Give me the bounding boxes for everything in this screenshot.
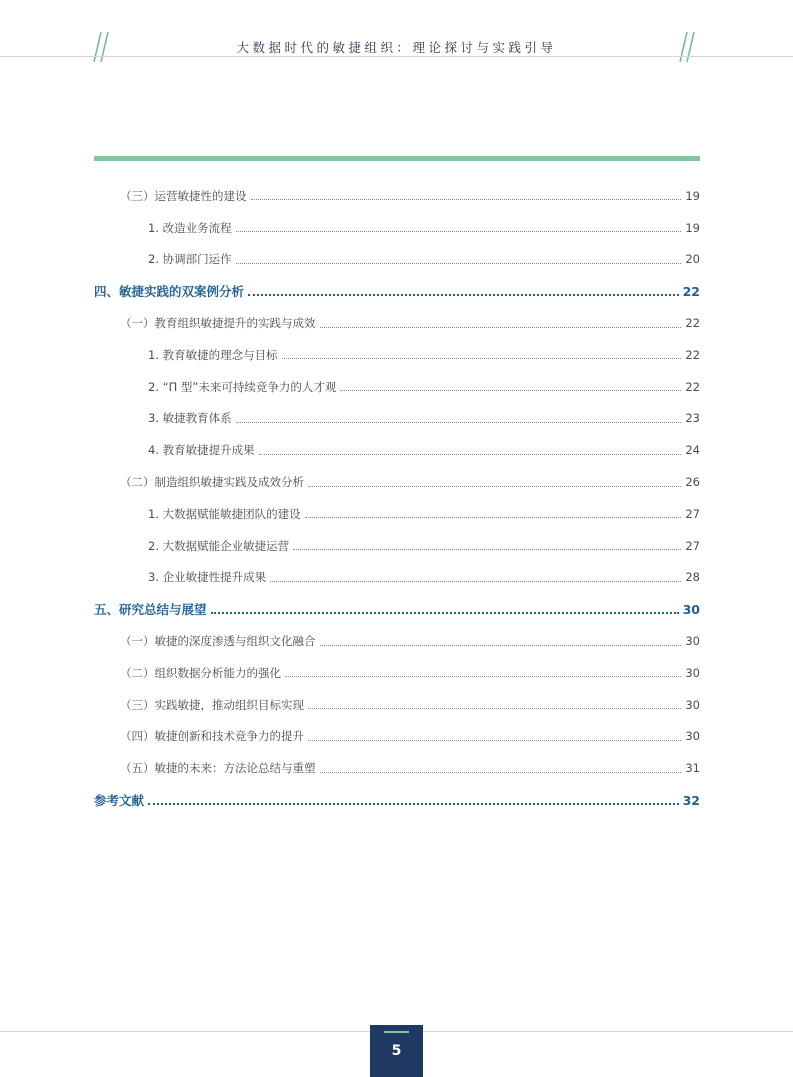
toc-entry-label: 参考文献 xyxy=(94,793,145,809)
toc-entry-page: 24 xyxy=(685,443,700,458)
toc-entry-label: 1. 大数据赋能敏捷团队的建设 xyxy=(148,506,301,521)
toc-entry[interactable] xyxy=(94,530,700,562)
toc-leader-dots xyxy=(340,390,681,391)
toc-entry-page: 22 xyxy=(682,283,700,299)
toc-entry-label: （三）实践敏捷，推动组织目标实现 xyxy=(120,697,304,712)
toc-entry-page: 28 xyxy=(685,570,700,585)
toc-entry[interactable] xyxy=(94,434,700,466)
footer-divider-left xyxy=(0,1031,370,1032)
toc-entry-page: 27 xyxy=(685,506,700,521)
toc-leader-dots xyxy=(270,581,681,582)
accent-bar xyxy=(94,156,700,161)
toc-entry[interactable] xyxy=(94,593,700,625)
header-title: 大数据时代的敏捷组织：理论探讨与实践引导 xyxy=(236,40,557,55)
table-of-contents xyxy=(94,180,700,816)
toc-leader-dots xyxy=(308,486,681,487)
toc-leader-dots xyxy=(320,327,682,328)
toc-entry-page: 30 xyxy=(685,729,700,744)
toc-entry-page: 27 xyxy=(685,538,700,553)
toc-leader-dots xyxy=(236,231,682,232)
toc-entry[interactable] xyxy=(94,180,700,212)
toc-entry[interactable] xyxy=(94,784,700,816)
toc-entry-page: 22 xyxy=(685,347,700,362)
toc-entry-page: 23 xyxy=(685,411,700,426)
toc-entry-label: 1. 改造业务流程 xyxy=(148,220,232,235)
toc-entry-page: 20 xyxy=(685,252,700,267)
toc-entry[interactable] xyxy=(94,275,700,307)
header-divider xyxy=(0,56,793,57)
toc-leader-dots xyxy=(236,263,682,264)
toc-leader-dots xyxy=(282,358,682,359)
toc-leader-dots xyxy=(251,199,682,200)
toc-entry[interactable] xyxy=(94,562,700,594)
toc-entry[interactable] xyxy=(94,625,700,657)
toc-entry-label: （四）敏捷创新和技术竞争力的提升 xyxy=(120,729,304,744)
toc-entry-label: 2. 协调部门运作 xyxy=(148,252,232,267)
toc-entry-page: 22 xyxy=(685,379,700,394)
toc-entry[interactable] xyxy=(94,339,700,371)
toc-entry[interactable] xyxy=(94,498,700,530)
toc-leader-dots xyxy=(320,645,682,646)
toc-entry-label: 3. 企业敏捷性提升成果 xyxy=(148,570,267,585)
toc-entry-label: （二）组织数据分析能力的强化 xyxy=(120,665,281,680)
toc-entry-label: （二）制造组织敏捷实践及成效分析 xyxy=(120,475,304,490)
toc-entry-label: 1. 教育敏捷的理念与目标 xyxy=(148,347,278,362)
toc-leader-dots xyxy=(308,740,681,741)
toc-entry-page: 22 xyxy=(685,316,700,331)
toc-entry-label: 4. 教育敏捷提升成果 xyxy=(148,443,255,458)
toc-entry-page: 30 xyxy=(685,634,700,649)
toc-entry[interactable] xyxy=(94,657,700,689)
toc-entry[interactable] xyxy=(94,466,700,498)
toc-entry-label: 2. 大数据赋能企业敏捷运营 xyxy=(148,538,290,553)
toc-entry-label: 2. “Π 型”未来可持续竞争力的人才观 xyxy=(148,379,337,394)
toc-entry-label: （五）敏捷的未来：方法论总结与重塑 xyxy=(120,761,316,776)
toc-leader-dots xyxy=(320,772,682,773)
toc-leader-dots xyxy=(308,708,681,709)
toc-leader-dots xyxy=(305,517,682,518)
header-slash-right-icon xyxy=(678,30,702,64)
toc-entry[interactable] xyxy=(94,689,700,721)
toc-entry-page: 32 xyxy=(682,792,700,808)
toc-leader-dots xyxy=(148,803,679,805)
toc-leader-dots xyxy=(285,676,681,677)
page-number: 5 xyxy=(391,1043,402,1059)
toc-entry[interactable] xyxy=(94,212,700,244)
footer-divider-right xyxy=(423,1031,793,1032)
page-number-box xyxy=(370,1025,423,1077)
toc-entry[interactable] xyxy=(94,752,700,784)
toc-entry-page: 30 xyxy=(682,601,700,617)
toc-entry-page: 30 xyxy=(685,665,700,680)
toc-entry-page: 31 xyxy=(685,761,700,776)
toc-entry[interactable] xyxy=(94,721,700,753)
toc-entry-label: （一）敏捷的深度渗透与组织文化融合 xyxy=(120,634,316,649)
toc-leader-dots xyxy=(236,422,682,423)
toc-entry[interactable] xyxy=(94,371,700,403)
toc-entry-page: 19 xyxy=(685,220,700,235)
toc-leader-dots xyxy=(293,549,681,550)
toc-entry-label: 四、敏捷实践的双案例分析 xyxy=(94,284,245,300)
toc-entry-page: 26 xyxy=(685,475,700,490)
toc-entry[interactable] xyxy=(94,403,700,435)
toc-leader-dots xyxy=(248,294,679,296)
toc-entry-label: （一）教育组织敏捷提升的实践与成效 xyxy=(120,316,316,331)
toc-entry-page: 19 xyxy=(685,188,700,203)
page-number-accent xyxy=(384,1031,409,1033)
toc-entry-page: 30 xyxy=(685,697,700,712)
toc-leader-dots xyxy=(259,454,682,455)
toc-entry-label: （三）运营敏捷性的建设 xyxy=(120,188,247,203)
toc-entry[interactable] xyxy=(94,244,700,276)
toc-entry-label: 五、研究总结与展望 xyxy=(94,602,207,618)
toc-leader-dots xyxy=(211,612,679,614)
toc-entry-label: 3. 敏捷教育体系 xyxy=(148,411,232,426)
toc-entry[interactable] xyxy=(94,307,700,339)
